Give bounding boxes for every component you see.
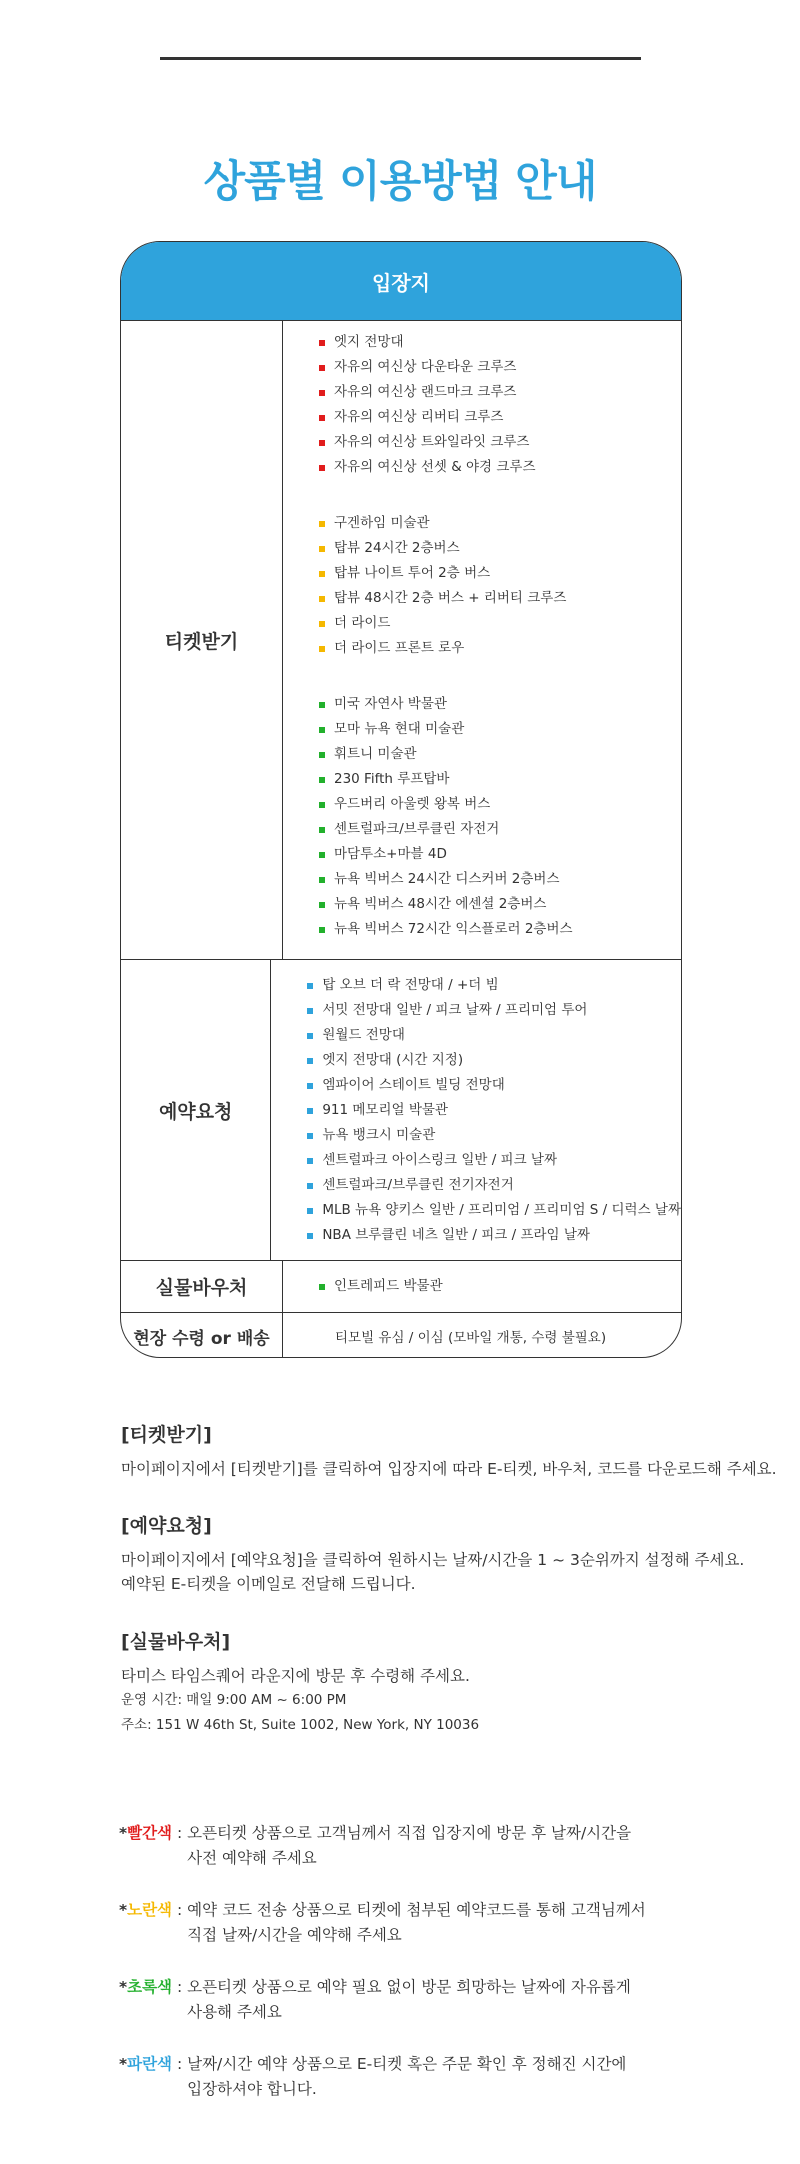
- section-text: 예약된 E-티켓을 이메일로 전달해 드립니다.: [121, 1575, 416, 1593]
- section-text: 마이페이지에서 [예약요청]을 클릭하여 원하시는 날짜/시간을 1 ~ 3순위까지 설정해 주세요.: [121, 1551, 745, 1569]
- list-item: 230 Fifth 루프탑바: [319, 767, 681, 792]
- section-text: 마이페이지에서 [티켓받기]를 클릭하여 입장지에 따라 E-티켓, 바우처, 코드를 다운로드해 주세요.: [121, 1460, 777, 1478]
- list-item: 탑뷰 나이트 투어 2층 버스: [319, 561, 681, 586]
- operating-hours: 운영 시간: 매일 9:00 AM ~ 6:00 PM: [121, 1692, 347, 1708]
- list-item: MLB 뉴욕 양키스 일반 / 프리미엄 / 프리미엄 S / 디럭스 날짜: [307, 1198, 681, 1223]
- list-item: 마담투소+마블 4D: [319, 842, 681, 867]
- page-title: 상품별 이용방법 안내: [203, 157, 597, 207]
- list-item: 인트레피드 박물관: [319, 1274, 681, 1299]
- red-tag: 빨간색: [127, 1824, 173, 1842]
- green-bullet-icon: [319, 827, 325, 833]
- delivery-text: 티모빌 유심 / 이심 (모바일 개통, 수령 불필요): [335, 1330, 607, 1346]
- list-item: 자유의 여신상 다운타운 크루즈: [319, 355, 681, 380]
- green-bullet-icon: [319, 877, 325, 883]
- list-item: 엠파이어 스테이트 빌딩 전망대: [307, 1073, 681, 1098]
- list-item: 엣지 전망대: [319, 330, 681, 355]
- red-bullet-icon: [319, 365, 325, 371]
- yellow-bullet-icon: [319, 521, 325, 527]
- section-ticket: [121, 1420, 777, 1481]
- green-bullet-icon: [319, 927, 325, 933]
- list-item: 더 라이드: [319, 611, 681, 636]
- blue-bullet-icon: [307, 1058, 313, 1064]
- blue-bullet-icon: [307, 1158, 313, 1164]
- red-bullet-icon: [319, 440, 325, 446]
- table-header: 입장지: [121, 242, 681, 321]
- green-bullet-icon: [319, 752, 325, 758]
- blue-bullet-icon: [307, 1033, 313, 1039]
- row-label: 예약요청: [121, 960, 271, 1260]
- blue-group-list: [307, 973, 681, 1248]
- green-bullet-icon: [319, 1284, 325, 1290]
- blue-bullet-icon: [307, 1233, 313, 1239]
- table-row-ticket: [121, 321, 681, 960]
- section-title: [티켓받기]: [121, 1424, 212, 1446]
- list-item: 우드버리 아울렛 왕복 버스: [319, 792, 681, 817]
- green-bullet-icon: [319, 802, 325, 808]
- list-item: 구겐하임 미술관: [319, 511, 681, 536]
- green-group-list: [319, 692, 681, 942]
- list-item: 뉴욕 빅버스 48시간 에센셜 2층버스: [319, 892, 681, 917]
- list-item: NBA 브루클린 네츠 일반 / 피크 / 프라임 날짜: [307, 1223, 681, 1248]
- list-item: 탑 오브 더 락 전망대 / +더 빔: [307, 973, 681, 998]
- row-body: [271, 960, 681, 1260]
- address: 주소: 151 W 46th St, Suite 1002, New York, NY 10036: [121, 1717, 480, 1733]
- table-row-voucher: [121, 1261, 681, 1313]
- list-item: 뉴욕 빅버스 24시간 디스커버 2층버스: [319, 867, 681, 892]
- list-item: 모마 뉴욕 현대 미술관: [319, 717, 681, 742]
- list-item: 탑뷰 24시간 2층버스: [319, 536, 681, 561]
- table-row-reserve: [121, 960, 681, 1261]
- section-title: [예약요청]: [121, 1515, 212, 1537]
- row-label: 티켓받기: [121, 321, 283, 959]
- list-item: 자유의 여신상 리버티 크루즈: [319, 405, 681, 430]
- list-item: 더 라이드 프론트 로우: [319, 636, 681, 661]
- list-item: 서밋 전망대 일반 / 피크 날짜 / 프리미엄 투어: [307, 998, 681, 1023]
- list-item: 뉴욕 빅버스 72시간 익스플로러 2층버스: [319, 917, 681, 942]
- row-label: 현장 수령 or 배송: [121, 1313, 283, 1358]
- red-bullet-icon: [319, 390, 325, 396]
- green-bullet-icon: [319, 852, 325, 858]
- list-item: 자유의 여신상 선셋 & 야경 크루즈: [319, 455, 681, 480]
- section-reserve: [121, 1511, 744, 1596]
- note-blue: * 파란색 : 날짜/시간 예약 상품으로 E-티켓 혹은 주문 확인 후 정해진 시간에 입장하셔야 합니다.: [119, 2052, 626, 2102]
- blue-bullet-icon: [307, 1083, 313, 1089]
- list-item: 센트럴파크 아이스링크 일반 / 피크 날짜: [307, 1148, 681, 1173]
- blue-bullet-icon: [307, 1108, 313, 1114]
- list-item: 미국 자연사 박물관: [319, 692, 681, 717]
- section-text: 타미스 타임스퀘어 라운지에 방문 후 수령해 주세요.: [121, 1667, 470, 1685]
- list-item: 자유의 여신상 랜드마크 크루즈: [319, 380, 681, 405]
- green-tag: 초록색: [127, 1978, 173, 1996]
- table-row-delivery: [121, 1313, 681, 1358]
- list-item: 자유의 여신상 트와일라잇 크루즈: [319, 430, 681, 455]
- list-item: 엣지 전망대 (시간 지정): [307, 1048, 681, 1073]
- note-red: * 빨간색 : 오픈티켓 상품으로 고객님께서 직접 입장지에 방문 후 날짜/시간을 사전 예약해 주세요: [119, 1821, 631, 1871]
- list-item: 휘트니 미술관: [319, 742, 681, 767]
- red-bullet-icon: [319, 340, 325, 346]
- row-body: [283, 321, 681, 959]
- usage-table: [120, 241, 682, 1358]
- red-bullet-icon: [319, 465, 325, 471]
- blue-bullet-icon: [307, 1008, 313, 1014]
- blue-tag: 파란색: [127, 2055, 173, 2073]
- red-group-list: [319, 330, 681, 480]
- list-item: 탑뷰 48시간 2층 버스 + 리버티 크루즈: [319, 586, 681, 611]
- list-item: 뉴욕 뱅크시 미술관: [307, 1123, 681, 1148]
- green-bullet-icon: [319, 727, 325, 733]
- note-green: * 초록색 : 오픈티켓 상품으로 예약 필요 없이 방문 희망하는 날짜에 자유롭게 사용해 주세요: [119, 1975, 631, 2025]
- section-voucher: [121, 1627, 479, 1738]
- yellow-bullet-icon: [319, 646, 325, 652]
- blue-bullet-icon: [307, 1208, 313, 1214]
- list-item: 원월드 전망대: [307, 1023, 681, 1048]
- row-body: [283, 1261, 681, 1312]
- green-bullet-icon: [319, 777, 325, 783]
- list-item: 센트럴파크/브루클린 자전거: [319, 817, 681, 842]
- top-divider: [160, 57, 641, 60]
- list-item: 911 메모리얼 박물관: [307, 1098, 681, 1123]
- green-bullet-icon: [319, 702, 325, 708]
- yellow-group-list: [319, 511, 681, 661]
- yellow-bullet-icon: [319, 621, 325, 627]
- row-body: [283, 1313, 681, 1358]
- row-label: 실물바우처: [121, 1261, 283, 1312]
- yellow-bullet-icon: [319, 546, 325, 552]
- green-group-list: [319, 1274, 681, 1299]
- yellow-tag: 노란색: [127, 1901, 173, 1919]
- blue-bullet-icon: [307, 1183, 313, 1189]
- yellow-bullet-icon: [319, 571, 325, 577]
- red-bullet-icon: [319, 415, 325, 421]
- list-item: 센트럴파크/브루클린 전기자전거: [307, 1173, 681, 1198]
- blue-bullet-icon: [307, 983, 313, 989]
- note-yellow: * 노란색 : 예약 코드 전송 상품으로 티켓에 첨부된 예약코드를 통해 고객님께서 직접 날짜/시간을 예약해 주세요: [119, 1898, 646, 1948]
- blue-bullet-icon: [307, 1133, 313, 1139]
- yellow-bullet-icon: [319, 596, 325, 602]
- section-title: [실물바우처]: [121, 1631, 231, 1653]
- green-bullet-icon: [319, 902, 325, 908]
